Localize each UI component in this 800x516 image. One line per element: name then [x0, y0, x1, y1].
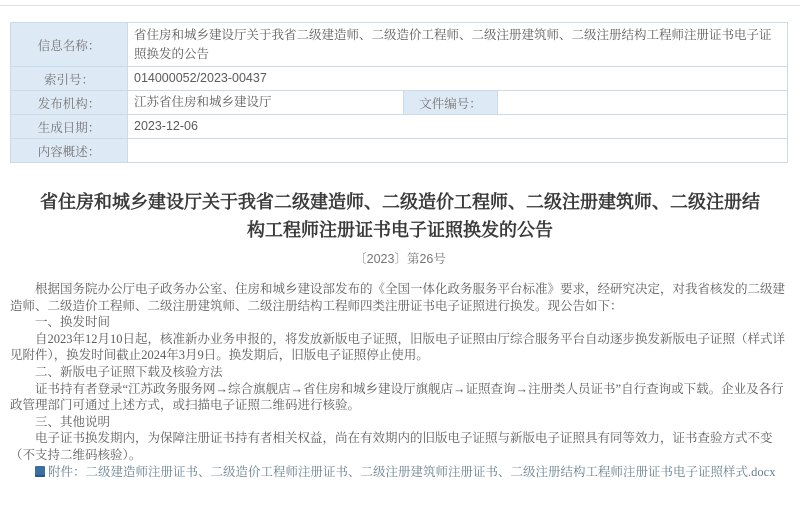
file-number-label: 文件编号：	[404, 91, 498, 115]
document-body	[10, 281, 790, 480]
attachment-link[interactable]	[48, 465, 775, 479]
publisher-value: 江苏省住房和城乡建设厅	[128, 91, 404, 115]
index-number-label: 索引号：	[11, 67, 128, 91]
file-number-value	[498, 91, 788, 115]
content-summary-value	[128, 139, 788, 163]
attachment-line	[10, 464, 790, 481]
table-row-index-number	[11, 67, 788, 91]
paragraph-intro: 根据国务院办公厅电子政务办公室、住房和城乡建设部发布的《全国一体化政务服务平台标准》要求，经研究决定，对我省核发的二级建造师、二级造价工程师、二级注册建筑师、二级注册结构工程师四类注册证书电子证照进行换发。现公告如下：	[10, 282, 786, 313]
attachment-label: 附件：	[48, 464, 86, 479]
info-name-value: 省住房和城乡建设厅关于我省二级建造师、二级造价工程师、二级注册建筑师、二级注册结构工程师注册证书电子证照换发的公告	[128, 23, 788, 67]
table-row-generate-date	[11, 115, 788, 139]
document-info-table	[10, 22, 788, 163]
paragraph-section-2: 证书持有者登录“江苏政务服务网→综合旗舰店→省住房和城乡建设厅旗舰店→证照查询→注册类人员证书”自行查询或下载。企业及各行政管理部门可通过上述方式，或扫描电子证照二维码进行核验。	[10, 381, 784, 413]
paragraph-section-3: 电子证书换发期内，为保障注册证书持有者相关权益，尚在有效期内的旧版电子证照与新版电子证照具有同等效力，证书查验方式不变（不支持二维码核验）。	[10, 431, 773, 462]
section-heading-3: 三、其他说明	[35, 414, 111, 429]
word-doc-icon	[35, 466, 45, 477]
info-name-label: 信息名称：	[11, 23, 128, 67]
top-divider	[0, 5, 800, 6]
table-row-content-summary	[11, 139, 788, 163]
paragraph-section-1: 自2023年12月10日起，核准新办业务申报的，将发放新版电子证照，旧版电子证照由厅综合服务平台自动逐步换发新版电子证照（样式详见附件），换发时间截止2024年3月9日。换发期后，旧版电子证照停止使用。	[10, 331, 786, 363]
content-summary-label: 内容概述：	[11, 139, 128, 163]
table-row-publisher	[11, 91, 788, 115]
table-row-info-name	[11, 23, 788, 67]
document-number: 〔2023〕第26号	[354, 252, 446, 266]
publisher-label: 发布机构：	[11, 91, 128, 115]
generate-date-value: 2023-12-06	[128, 115, 788, 139]
section-heading-2: 二、新版电子证照下载及核验方法	[35, 364, 223, 379]
page-title: 省住房和城乡建设厅关于我省二级建造师、二级造价工程师、二级注册建筑师、二级注册结构工程师注册证书电子证照换发的公告	[40, 192, 760, 240]
generate-date-label: 生成日期：	[11, 115, 128, 139]
index-number-value: 014000052/2023-00437	[128, 67, 788, 91]
attachment-filename: 二级建造师注册证书、二级造价工程师注册证书、二级注册建筑师注册证书、二级注册结构工程师注册证书电子证照样式.docx	[85, 464, 776, 479]
section-heading-1: 一、换发时间	[35, 315, 111, 330]
